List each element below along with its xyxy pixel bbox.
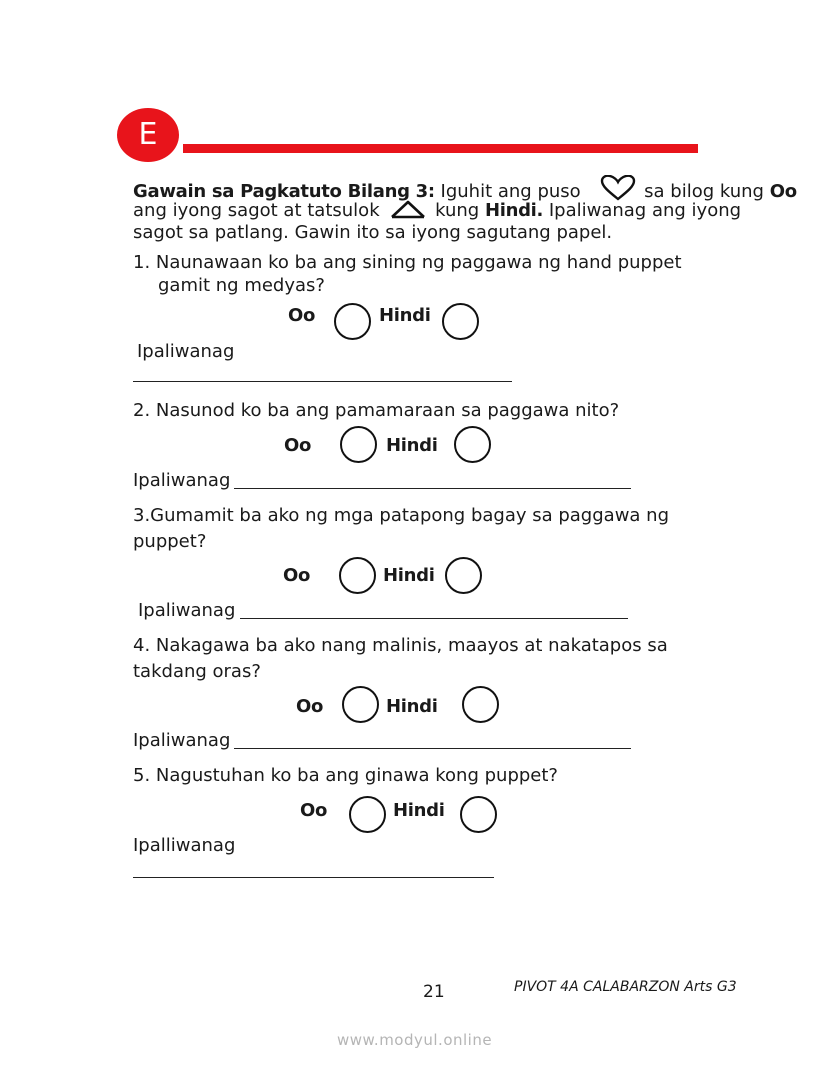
question-2-explain-label: Ipaliwanag: [133, 470, 231, 491]
question-3-hindi-circle[interactable]: [445, 557, 482, 594]
question-3-line-1: 3.Gumamit ba ako ng mga patapong bagay sa paggawa ng: [133, 505, 670, 526]
instructions-part1: Iguhit ang puso: [440, 181, 581, 202]
section-divider: [183, 144, 698, 153]
question-3-oo-circle[interactable]: [339, 557, 376, 594]
question-1-line-2: gamit ng medyas?: [158, 275, 325, 296]
question-5-answer-line[interactable]: [133, 877, 494, 878]
question-4-explain-label: Ipaliwanag: [133, 730, 231, 751]
instructions-oo: Oo: [769, 181, 797, 202]
question-4-oo-label: Oo: [296, 696, 324, 717]
question-1-line-1: 1. Naunawaan ko ba ang sining ng paggawa ng hand puppet: [133, 252, 682, 273]
question-3-line-2: puppet?: [133, 531, 207, 552]
question-4-line-1: 4. Nakagawa ba ako nang malinis, maayos at nakatapos sa: [133, 635, 668, 656]
instructions-kung: kung: [435, 200, 480, 221]
question-5-oo-label: Oo: [300, 800, 328, 821]
instructions-line2b: Ipaliwanag ang iyong: [548, 200, 742, 221]
question-3-hindi-label: Hindi: [383, 565, 435, 586]
question-2-line-1: 2. Nasunod ko ba ang pamamaraan sa paggawa nito?: [133, 400, 620, 421]
question-3-explain-label: Ipaliwanag: [138, 600, 236, 621]
question-2-hindi-label: Hindi: [386, 435, 438, 456]
question-5-line-1: 5. Nagustuhan ko ba ang ginawa kong puppet?: [133, 765, 558, 786]
question-1-hindi-circle[interactable]: [442, 303, 479, 340]
question-2-oo-label: Oo: [284, 435, 312, 456]
question-1-oo-label: Oo: [288, 305, 316, 326]
triangle-icon: [389, 199, 427, 219]
section-badge: E: [117, 108, 179, 162]
question-4-hindi-label: Hindi: [386, 696, 438, 717]
question-1-answer-line[interactable]: [133, 381, 512, 382]
instructions-title: Gawain sa Pagkatuto Bilang 3:: [133, 181, 435, 202]
question-4-oo-circle[interactable]: [342, 686, 379, 723]
heart-icon: [600, 175, 636, 201]
instructions-line2a: ang iyong sagot at tatsulok: [133, 200, 380, 221]
question-4-hindi-circle[interactable]: [462, 686, 499, 723]
instructions-line-2: [133, 199, 741, 222]
question-5-oo-circle[interactable]: [349, 796, 386, 833]
question-1-oo-circle[interactable]: [334, 303, 371, 340]
instructions-line-3: sagot sa patlang. Gawin ito sa iyong sagutang papel.: [133, 222, 613, 243]
question-5-hindi-circle[interactable]: [460, 796, 497, 833]
question-4-line-2: takdang oras?: [133, 661, 261, 682]
question-5-hindi-label: Hindi: [393, 800, 445, 821]
question-3-answer-line[interactable]: [240, 618, 628, 619]
question-2-oo-circle[interactable]: [340, 426, 377, 463]
instructions-hindi: Hindi.: [484, 200, 544, 221]
question-3-oo-label: Oo: [283, 565, 311, 586]
question-1-hindi-label: Hindi: [379, 305, 431, 326]
question-1-explain-label: Ipaliwanag: [137, 341, 235, 362]
question-5-explain-label: Ipalliwanag: [133, 835, 236, 856]
page-number: 21: [423, 982, 445, 1002]
question-4-answer-line[interactable]: [234, 748, 631, 749]
question-2-answer-line[interactable]: [234, 488, 631, 489]
question-2-hindi-circle[interactable]: [454, 426, 491, 463]
instructions-part2: sa bilog kung: [644, 181, 764, 202]
footer-source: PIVOT 4A CALABARZON Arts G3: [514, 979, 737, 995]
watermark: www.modyul.online: [337, 1031, 493, 1049]
